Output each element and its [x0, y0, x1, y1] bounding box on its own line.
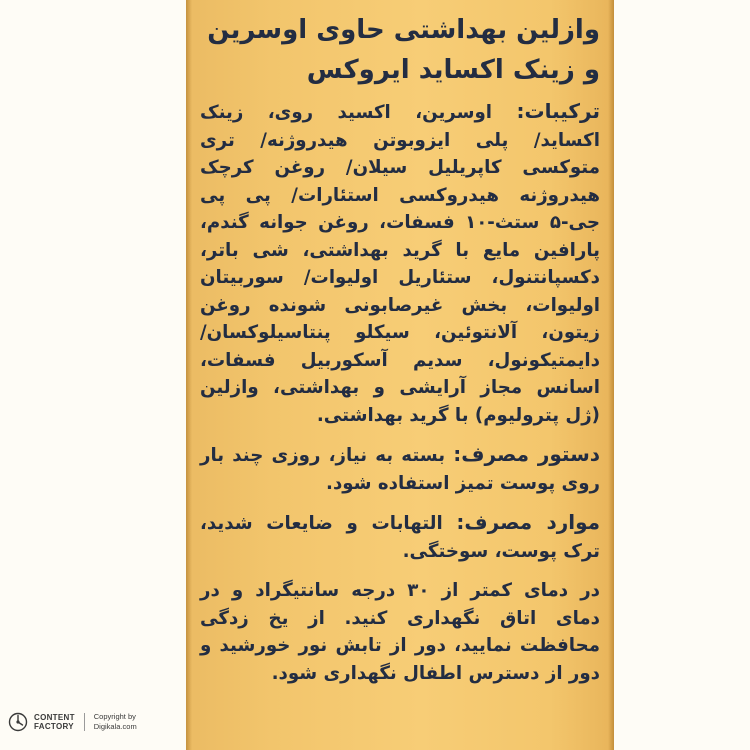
footer-divider — [84, 713, 85, 731]
indications-paragraph — [200, 509, 600, 565]
ingredients-label: ترکیبات: — [516, 99, 600, 123]
product-title-line2: و زینک اکساید ایروکس — [306, 55, 600, 85]
brand-line2: FACTORY — [34, 722, 74, 731]
ingredients-text: اوسرین، اکسید روی، زینک اکساید/ پلی ایزوبوتن هیدروژنه/ تری متوکسی کاپریلیل سیلان/ روغن کرچک هیدروژنه هیدروکسی استئارات/ پی پی جی-۵ ستث-۱۰ فسفات، روغن جوانه گندم، پارافین مایع با گرید بهداشتی، شی باتر، دکسپانتنول، ستئاریل اولیوات/ سوربیتان اولیوات، بخش غیرصابونی شونده روغن زیتون، آلانتوئین، سیکلو پنتاسیلوکسان/ دایمتیکونول، سدیم آسکوربیل فسفات، اسانس مجاز آرایشی و بهداشتی، وازلین (ژل پترولیوم) با گرید بهداشتی. — [200, 102, 600, 426]
product-label-panel — [186, 0, 614, 750]
copyright-line1: Copyright by — [93, 712, 136, 721]
watermark-footer — [8, 712, 137, 732]
usage-text: بسته به نیاز، روزی چند بار روی پوست تمیز استفاده شود. — [200, 445, 600, 494]
content-factory-logo-icon — [8, 712, 28, 732]
indications-text: التهابات و ضایعات شدید، ترک پوست، سوختگی. — [200, 513, 600, 562]
copyright-line2: Digikala.com — [93, 722, 137, 731]
brand-line1: CONTENT — [34, 713, 75, 722]
ingredients-paragraph — [200, 98, 600, 429]
indications-label: موارد مصرف: — [456, 510, 600, 534]
product-title-line1: وازلین بهداشتی حاوی اوسرین — [207, 15, 600, 45]
storage-text: در دمای کمتر از ۳۰ درجه سانتیگراد و در دمای اتاق نگهداری کنید. از یخ زدگی محافظت نمایید، دور از تابش نور خورشید و دور از دسترس اطفال نگهداری شود. — [200, 580, 600, 684]
content-factory-brand — [34, 713, 75, 731]
usage-label: دستور مصرف: — [453, 442, 601, 466]
product-title — [200, 10, 600, 90]
storage-paragraph — [200, 577, 600, 687]
copyright-notice — [94, 712, 137, 732]
usage-paragraph — [200, 441, 600, 497]
label-content — [200, 10, 600, 687]
